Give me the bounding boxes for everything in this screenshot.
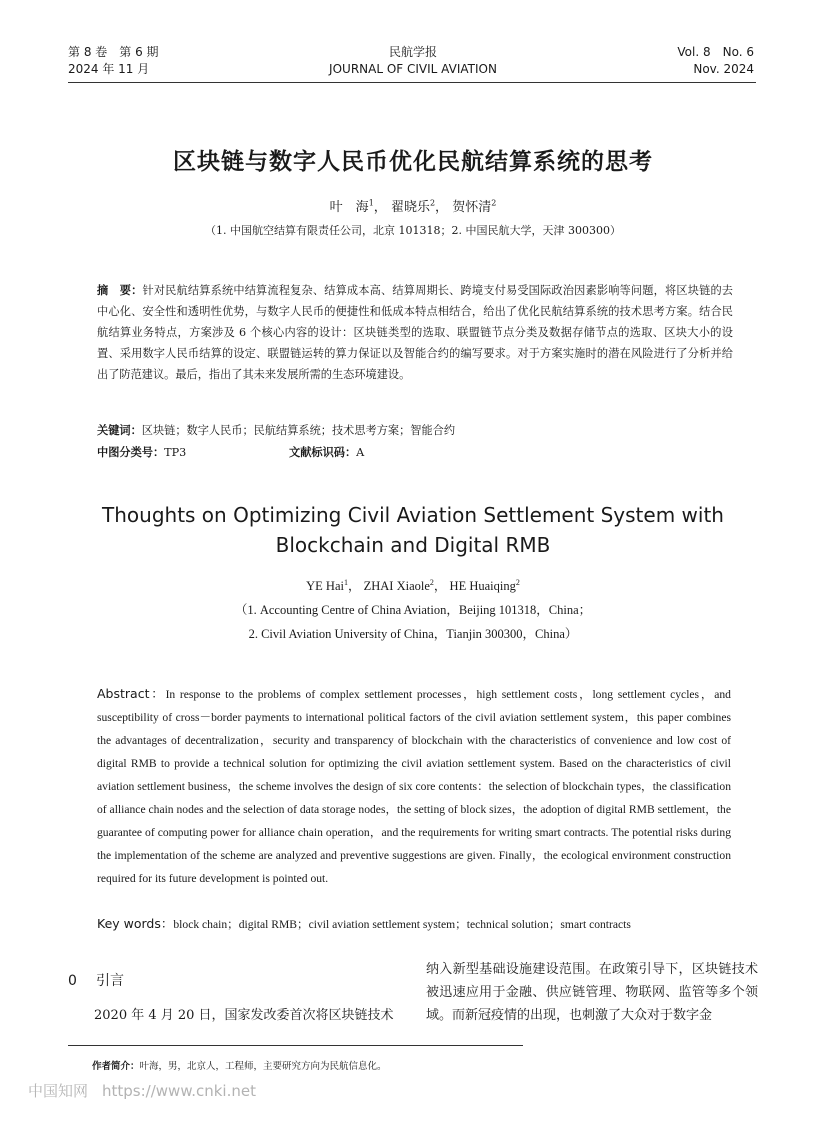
author-separator: ， bbox=[433, 579, 447, 593]
header-right bbox=[677, 44, 754, 78]
document-code bbox=[289, 442, 364, 463]
date-cn: 2024 年 11 月 bbox=[68, 62, 150, 76]
authors-cn bbox=[0, 196, 826, 215]
keywords-cn bbox=[97, 420, 733, 441]
journal-name-cn: 民航学报 bbox=[388, 45, 437, 59]
footnote-label: 作者简介： bbox=[92, 1061, 140, 1072]
authors-en bbox=[0, 576, 826, 594]
keywords-en bbox=[97, 912, 731, 936]
author-separator: ， bbox=[347, 579, 361, 593]
doc-code-value: A bbox=[356, 446, 365, 459]
abstract-label-cn: 摘 要： bbox=[97, 284, 143, 297]
footnote-rule bbox=[68, 1045, 523, 1046]
abstract-label-en: Abstract： bbox=[97, 686, 166, 701]
author-affil-mark: 2 bbox=[429, 198, 436, 208]
abstract-cn bbox=[97, 280, 733, 385]
affiliation-en-2: 2. Civil Aviation University of China，Tianjin 300300，China） bbox=[248, 627, 578, 641]
paper-title-en-line1: Thoughts on Optimizing Civil Aviation Settlement System with bbox=[102, 503, 724, 527]
paper-title-cn: 区块链与数字人民币优化民航结算系统的思考 bbox=[173, 149, 653, 175]
cnki-watermark bbox=[28, 1080, 256, 1101]
section-title: 引言 bbox=[96, 973, 124, 989]
author-name: ZHAI Xiaole bbox=[363, 579, 430, 593]
author-name: 翟晓乐 bbox=[390, 200, 430, 215]
volume-issue-cn: 第 8 卷 第 6 期 bbox=[68, 45, 159, 59]
section-number: 0 bbox=[68, 973, 77, 989]
author-name: 叶 海 bbox=[329, 200, 369, 215]
author-name: YE Hai bbox=[306, 579, 344, 593]
abstract-en bbox=[97, 682, 731, 890]
abstract-text-cn: 针对民航结算系统中结算流程复杂、结算成本高、结算周期长、跨境支付易受国际政治因素影响等问题，将区块链的去中心化、安全性和透明性优势，与数字人民币的便捷性和低成本特点相结合，给出了优化民航结算系统的技术思考方案。结合民航结算业务特点，方案涉及 6 个核心内容的设计：区块链类型的选取、联盟链节点分类及数据存储节点的选取、区块大小的设置、采用数字人民币结算的设定、联盟链运转的算力保证以及智能合约的编写要求。对于方案实施时的潜在风险进行了分析并给出了防范建议。最后，指出了其未来发展所需的生态环境建设。 bbox=[97, 284, 733, 381]
author-affil-mark: 1 bbox=[368, 198, 374, 208]
author-separator: ， bbox=[373, 200, 387, 215]
abstract-text-en: In response to the problems of complex settlement processes，high settlement costs，long settlement cycles，and susceptibility of cross－border payments to international political factors of the civil aviation settlement system，this paper combines the advantages of decentralization，security and transparency of blockchain with the characteristics of convenience and low cost of digital RMB to provide a technical solution for optimizing the civil aviation settlement system. Based on the characteristics of civil aviation settlement business，the scheme involves the design of six core contents：the selection of blockchain types，the classification of alliance chain nodes and the selection of data storage nodes，the setting of block sizes，the adoption of digital RMB settlement，the guarantee of computing power for alliance chain operation，and the requirements for writing smart contracts. The potential risks during the implementation of the scheme are analyzed and preventive suggestions are given. Finally，the ecological environment construction required for its future development is pointed out. bbox=[97, 688, 731, 885]
author-affil-mark: 2 bbox=[515, 577, 520, 587]
watermark-brand: 中国知网 bbox=[28, 1082, 89, 1100]
footnote-author-bio bbox=[92, 1058, 387, 1072]
paper-title-en-line2: Blockchain and Digital RMB bbox=[275, 533, 551, 557]
author-affil-mark: 2 bbox=[429, 577, 434, 587]
affiliation-en-1: （1. Accounting Centre of China Aviation，Beijing 101318，China； bbox=[234, 603, 592, 617]
header-rule bbox=[68, 82, 756, 83]
keywords-label-cn: 关键词： bbox=[97, 424, 142, 437]
author-affil-mark: 1 bbox=[343, 577, 348, 587]
volume-issue-en: Vol. 8 No. 6 bbox=[677, 45, 754, 59]
footnote-text: 叶海，男，北京人，工程师，主要研究方向为民航信息化。 bbox=[139, 1061, 387, 1072]
keywords-label-en: Key words： bbox=[97, 916, 174, 931]
section-heading-introduction bbox=[68, 970, 124, 990]
journal-name-en: JOURNAL OF CIVIL AVIATION bbox=[329, 62, 497, 76]
body-column-right: 纳入新型基础设施建设范围。在政策引导下，区块链技术被迅速应用于金融、供应链管理、物联网、监管等多个领域。而新冠疫情的出现，也刺激了大众对于数字金 bbox=[426, 962, 758, 1023]
clc-value: TP3 bbox=[164, 446, 187, 459]
clc-number bbox=[97, 442, 186, 463]
author-affil-mark: 2 bbox=[491, 198, 497, 208]
watermark-url: https://www.cnki.net bbox=[102, 1082, 256, 1100]
paper-title-en bbox=[0, 500, 826, 560]
affiliations-cn: （1. 中国航空结算有限责任公司，北京 101318；2. 中国民航大学，天津 300300） bbox=[205, 224, 621, 237]
clc-label: 中图分类号： bbox=[97, 446, 165, 459]
body-column-left: 2020 年 4 月 20 日，国家发改委首次将区块链技术 bbox=[94, 1008, 394, 1023]
doc-code-label: 文献标识码： bbox=[289, 446, 357, 459]
author-name: 贺怀清 bbox=[452, 200, 492, 215]
author-separator: ， bbox=[435, 200, 449, 215]
author-name: HE Huaiqing bbox=[449, 579, 516, 593]
date-en: Nov. 2024 bbox=[693, 62, 754, 76]
keywords-text-cn: 区块链；数字人民币；民航结算系统；技术思考方案；智能合约 bbox=[141, 424, 456, 437]
keywords-text-en: block chain；digital RMB；civil aviation settlement system；technical solution；smart contracts bbox=[173, 918, 631, 931]
